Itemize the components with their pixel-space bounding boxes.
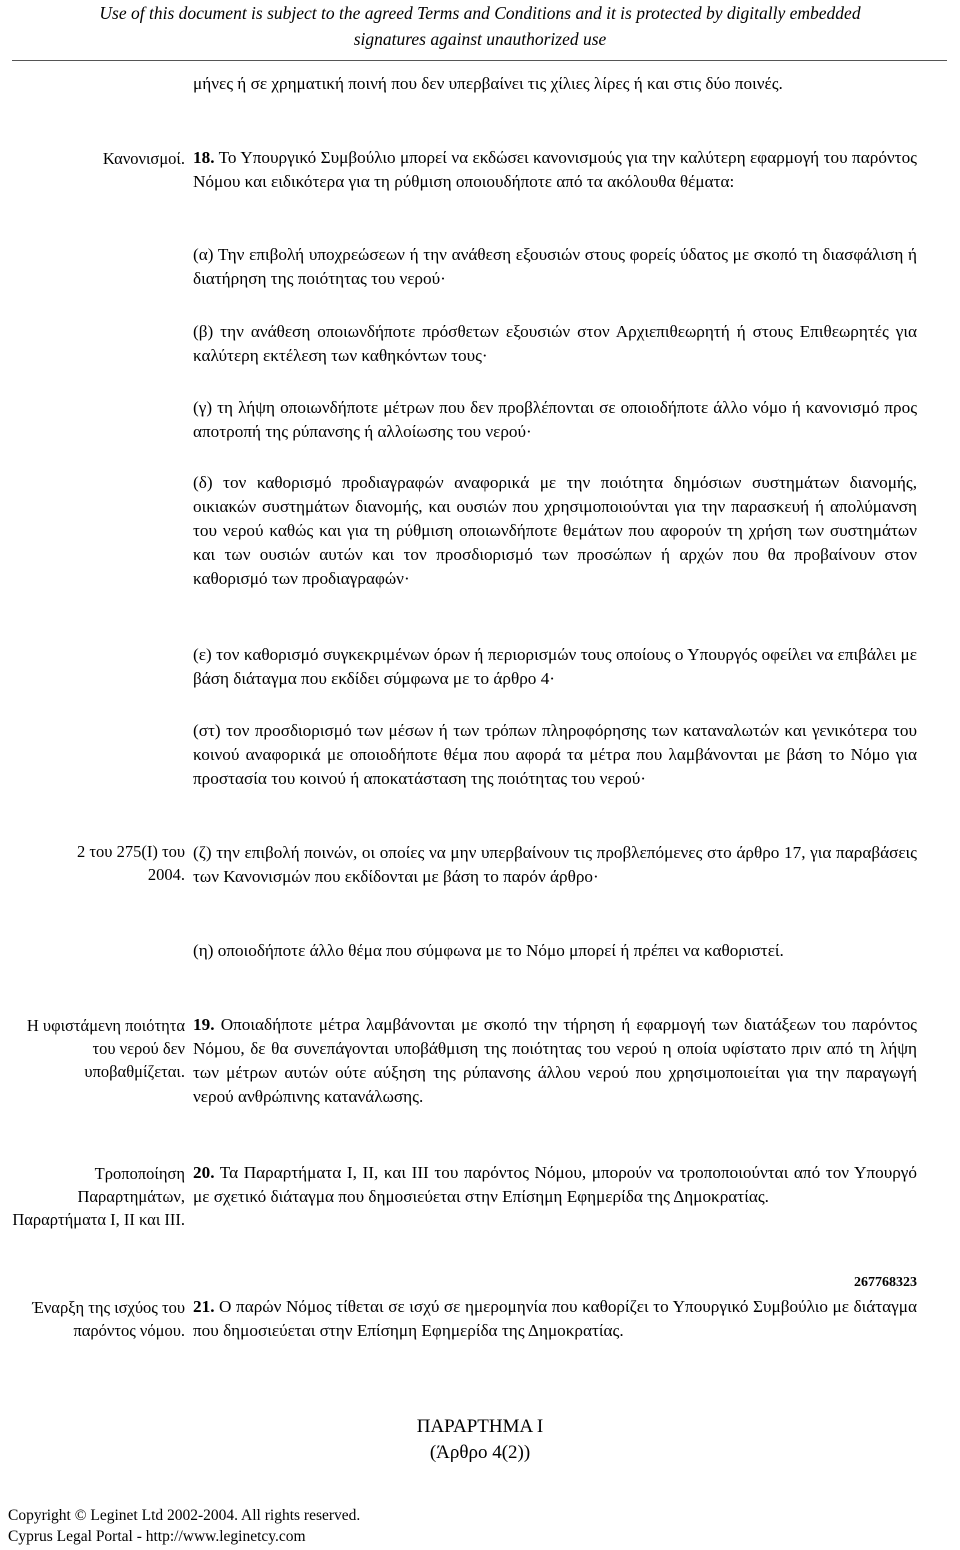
- section-19-number: 19.: [193, 1015, 215, 1034]
- margin-note-law-ref: [0, 840, 185, 886]
- section-18: [193, 146, 917, 194]
- banner-divider: [12, 60, 947, 61]
- item-i: (η) οποιοδήποτε άλλο θέμα που σύμφωνα με το Νόμο μπορεί ή πρέπει να καθοριστεί.: [193, 941, 784, 960]
- section-20: [193, 1161, 917, 1209]
- margin-note-entry: Έναρξη της ισχύος του παρόντος νόμου.: [32, 1298, 185, 1340]
- section-20-number: 20.: [193, 1163, 215, 1182]
- section-19: [193, 1013, 917, 1109]
- law-ref-line-1: 2 του 275(Ι) του: [77, 842, 185, 861]
- usage-banner: [0, 0, 960, 52]
- banner-line-1: Use of this document is subject to the agreed Terms and Conditions and it is protected by digitally embedded: [99, 3, 861, 23]
- reference-number: 267768323: [854, 1275, 917, 1290]
- section-continuation: μήνες ή σε χρηματική ποινή που δεν υπερβαίνει τις χίλιες λίρες ή και στις δύο ποινές.: [193, 74, 783, 93]
- annex-subtitle: (Άρθρο 4(2)): [429, 1442, 531, 1463]
- section-21-number: 21.: [193, 1297, 215, 1316]
- footer-copyright: Copyright © Leginet Ltd 2002-2004. All rights reserved.: [8, 1507, 361, 1524]
- item-c: (γ) τη λήψη οποιωνδήποτε μέτρων που δεν προβλέπονται σε οποιοδήποτε άλλο νόμο ή κανονισμό προς αποτροπή της ρύπανσης ή αλλοίωσης του νερού·: [193, 398, 917, 441]
- margin-note-regulations: Κανονισμοί.: [102, 149, 185, 168]
- item-st: (στ) τον προσδιορισμό των μέσων ή των τρόπων πληροφόρησης των καταναλωτών και γενικότερα του κοινού αναφορικά με οποιοδήποτε θέμα που αφορά τα μέτρα που λαμβάνονται με βάση το Νόμο για προστασία του κοινού ή αποκατάσταση της ποιότητας του νερού·: [193, 721, 917, 788]
- item-b: (β) την ανάθεση οποιωνδήποτε πρόσθετων εξουσιών στον Αρχιεπιθεωρητή ή στους Επιθεωρητές για καλύτερη εκτέλεση των καθηκόντων τους·: [193, 322, 917, 365]
- item-z: (ζ) την επιβολή ποινών, οι οποίες να μην υπερβαίνουν τις προβλεπόμενες στο άρθρο 17, για παραβάσεις των Κανονισμών που εκδίδονται με βάση το παρόν άρθρο·: [193, 843, 917, 886]
- law-ref-line-2: 2004.: [147, 865, 185, 884]
- item-a: (α) Την επιβολή υποχρεώσεων ή την ανάθεση εξουσιών στους φορείς ύδατος με σκοπό τη διασφάλιση ή διατήρηση της ποιότητας του νερού·: [193, 245, 917, 288]
- annex-title: ΠΑΡΑΡΤΗΜΑ Ι: [416, 1416, 544, 1437]
- footer-portal-link[interactable]: Cyprus Legal Portal - http://www.leginetcy.com: [8, 1528, 306, 1545]
- margin-note-quality: Η υφιστάμενη ποιότητα του νερού δεν υποβαθμίζεται.: [26, 1016, 185, 1081]
- section-21-text: Ο παρών Νόμος τίθεται σε ισχύ σε ημερομηνία που καθορίζει το Υπουργικό Συμβούλιο με διάταγμα που δημοσιεύεται στην Επίσημη Εφημερίδα της Δημοκρατίας.: [193, 1297, 917, 1340]
- section-20-text: Τα Παραρτήματα Ι, ΙΙ, και ΙΙΙ του παρόντος Νόμου, μπορούν να τροποποιούνται από τον Υπουργό με σχετικό διάταγμα που δημοσιεύεται στην Επίσημη Εφημερίδα της Δημοκρατίας.: [193, 1163, 917, 1206]
- section-19-text: Οποιαδήποτε μέτρα λαμβάνονται με σκοπό την τήρηση ή εφαρμογή των διατάξεων του παρόντος Νόμου, δε θα συνεπάγονται υποβάθμιση της ποιότητας του νερού η οποία υφίστατο πριν από τη λήψη των μέτρων αυτών ούτε αύξηση της ρύπανσης άλλου νερού που χρησιμοποιείται για την παραγωγή νερού ανθρώπινης κατανάλωσης.: [193, 1015, 917, 1106]
- banner-line-2: signatures against unauthorized use: [353, 29, 607, 49]
- item-e: (ε) τον καθορισμό συγκεκριμένων όρων ή περιορισμών τους οποίους ο Υπουργός οφείλει να επιβάλει με βάση διάταγμα που εκδίδει σύμφωνα με το άρθρο 4·: [193, 645, 917, 688]
- section-21: [193, 1295, 917, 1343]
- section-18-text: Το Υπουργικό Συμβούλιο μπορεί να εκδώσει κανονισμούς για την καλύτερη εφαρμογή του παρόντος Νόμου και ειδικότερα για τη ρύθμιση οποιουδήποτε από τα ακόλουθα θέματα:: [193, 148, 917, 191]
- item-d: (δ) τον καθορισμό προδιαγραφών αναφορικά με την ποιότητα δημόσιων συστημάτων διανομής, οικιακών συστημάτων διανομής, και ουσιών που χρησιμοποιούνται για την παρασκευή ή απολύμανση του νερού καθώς και για τη ρύθμιση οποιωνδήποτε θεμάτων που αφορούν τη χρήση των συστημάτων και των ουσιών αυτών και τον προσδιορισμό των προσώπων ή αρχών που θα προβαίνουν στον καθορισμό των προδιαγραφών·: [193, 473, 917, 588]
- section-18-number: 18.: [193, 148, 215, 167]
- margin-note-amendment: Τροποποίηση Παραρτημάτων, Παραρτήματα Ι, ΙΙ και ΙΙΙ.: [12, 1164, 185, 1229]
